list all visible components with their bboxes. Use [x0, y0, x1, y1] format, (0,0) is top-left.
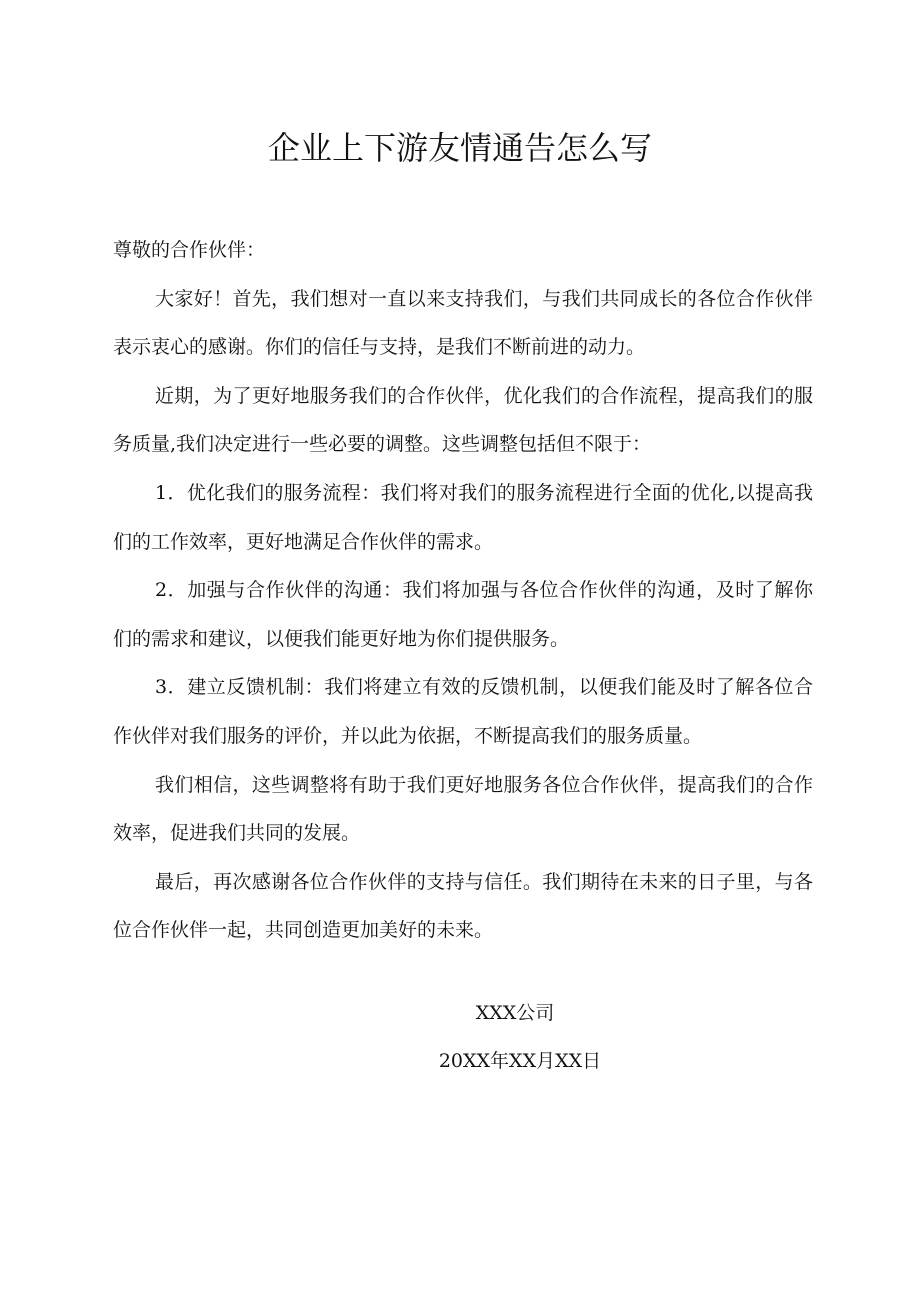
- paragraph-adjustment-intro: 近期，为了更好地服务我们的合作伙伴，优化我们的合作流程，提高我们的服务质量,我们决定进行一些必要的调整。这些调整包括但不限于：: [113, 384, 813, 456]
- list-item-3: 3．建立反馈机制：我们将建立有效的反馈机制，以便我们能及时了解各位合作伙伴对我们服务的评价，并以此为依据，不断提高我们的服务质量。: [113, 676, 813, 747]
- salutation: 尊敬的合作伙伴：: [113, 239, 266, 261]
- signature-date: 20XX年XX月XX日: [438, 1050, 602, 1072]
- paragraph-belief: 我们相信，这些调整将有助于我们更好地服务各位合作伙伴，提高我们的合作效率，促进我们共同的发展。: [113, 773, 813, 845]
- paragraph-greeting: 大家好！首先，我们想对一直以来支持我们，与我们共同成长的各位合作伙伴表示衷心的感谢。你们的信任与支持，是我们不断前进的动力。: [113, 287, 813, 359]
- list-item-2: 2．加强与合作伙伴的沟通：我们将加强与各位合作伙伴的沟通，及时了解你们的需求和建议，以便我们能更好地为你们提供服务。: [113, 579, 813, 650]
- paragraph-closing: 最后，再次感谢各位合作伙伴的支持与信任。我们期待在未来的日子里，与各位合作伙伴一起，共同创造更加美好的未来。: [113, 870, 813, 942]
- document-body: [113, 226, 813, 955]
- document-title: 企业上下游友情通告怎么写: [267, 129, 652, 167]
- signature-company: XXX公司: [475, 1002, 555, 1024]
- list-item-1: 1．优化我们的服务流程：我们将对我们的服务流程进行全面的优化,以提高我们的工作效率，更好地满足合作伙伴的需求。: [113, 481, 813, 553]
